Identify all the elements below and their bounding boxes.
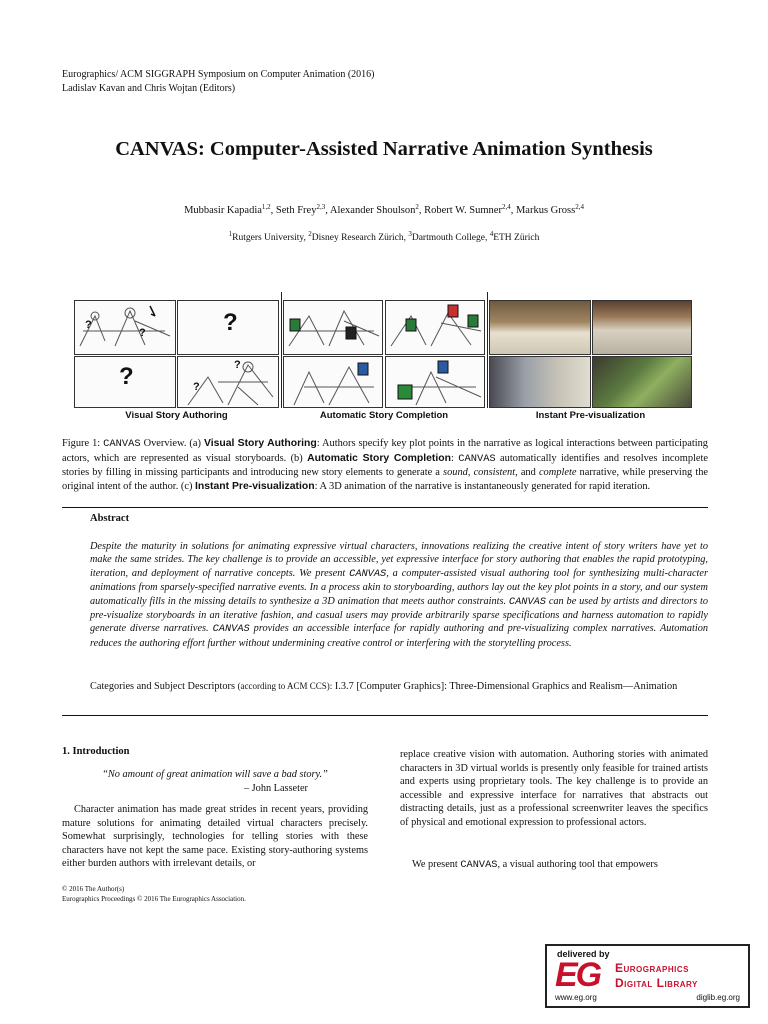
- sketch-figures-icon: [386, 301, 484, 354]
- author: Seth Frey$^{2,3}$: [275, 203, 326, 216]
- render-panel: [489, 356, 591, 408]
- question-mark: ?: [234, 359, 241, 371]
- abstract-text: Despite the maturity in solutions for animating expressive virtual characters, innovations realizing the creative intent of story writers have yet to make the same strides. The key challenge is to provide an accessible, yet expressive interface for story authoring that enables the rapid prototyping, iteration, and deployment of narrative concepts. We present CANVAS, a computer-assisted visual authoring tool for synthesizing multi-character animations from sparsely-specified narrative events. In a process akin to storyboarding, authors lay out the key plot points in a story, and our system automatically fills in the missing details to synthesize a 3D animation that meets author constraints. CANVAS can be used by artists and directors to pre-visualize storyboards in an iterative fashion, and casual users may provide arbitrarily sparse specifications and harness automation to rapidly generate diverse narratives. CANVAS provides an accessible interface for rapidly authoring and pre-visualizing complex narratives. Automation reduces the authoring effort further without undermining creative control or interfering with the storytelling process.: [90, 541, 709, 649]
- author: Alexander Shoulson$^2$: [329, 203, 419, 216]
- question-mark: ?: [139, 327, 146, 339]
- storyboard-panel: [385, 300, 485, 355]
- panel-label: Instant Pre-visualization: [535, 410, 646, 421]
- sketch-figures-icon: [386, 357, 484, 407]
- question-mark: ?: [119, 363, 134, 390]
- panel-label: Visual Story Authoring: [125, 410, 228, 421]
- intro-paragraph: We present CANVAS, a visual authoring tool that empowers: [412, 859, 658, 871]
- quote-author: – John Lasseter: [243, 782, 308, 794]
- storyboard-panel: [74, 356, 176, 408]
- storyboard-panel: [283, 300, 383, 355]
- render-panel: [592, 356, 692, 408]
- figure-divider: [487, 292, 488, 408]
- logo-name-line2: Digital Library: [615, 976, 698, 990]
- question-mark: ?: [223, 309, 238, 336]
- affiliation-list: $^1$Rutgers University, $^2$Disney Research Zürich, $^3$Dartmouth College, $^4$ETH Zürich: [228, 230, 540, 243]
- author: Robert W. Sumner$^{2,4}$: [424, 203, 511, 216]
- rule: [62, 507, 708, 508]
- sketch-figures-icon: [284, 357, 382, 407]
- logo-name-line1: Eurographics: [615, 961, 690, 975]
- editors-line: Ladislav Kavan and Chris Wojtan (Editors): [62, 83, 236, 94]
- author-list: Mubbasir Kapadia$^{1,2}$, Seth Frey$^{2,3}$, Alexander Shoulson$^2$, Robert W. Sumner$^{2,4}$, Markus Gross$^{2,4}$: [184, 203, 584, 216]
- intro-paragraph: replace creative vision with automation. Authoring stories with animated characters in 3D virtual worlds is presently only feasible for trained artists and experts using proprietary tools. The key challenge is to provide an accessible and expressive interface for narratives that abstracts out distracting details, just as a professional screenwriter leaves the specifics of physical and emotional expression to professional actors.: [400, 749, 708, 828]
- rule: [62, 715, 708, 716]
- author: Markus Gross$^{2,4}$: [515, 203, 584, 216]
- venue-line: Eurographics/ ACM SIGGRAPH Symposium on Computer Animation (2016): [62, 69, 375, 80]
- storyboard-panel: [177, 356, 279, 408]
- intro-paragraph: Character animation has made great strides in recent years, providing mature solutions for animating detailed virtual characters precisely. Somewhat surprisingly, technologies for telling stories with these characters have not kept the same pace. Existing story-authoring systems either burden authors with irrelevant details, or: [62, 804, 368, 869]
- panel-label: Automatic Story Completion: [319, 410, 449, 421]
- question-mark: ?: [85, 319, 92, 331]
- storyboard-panel: [177, 300, 279, 355]
- figure-divider: [281, 292, 282, 408]
- render-panel: [489, 300, 591, 355]
- section-heading: 1. Introduction: [62, 746, 130, 757]
- storyboard-panel: [385, 356, 485, 408]
- logo-url-right: diglib.eg.org: [696, 993, 740, 1002]
- storyboard-panel: [283, 356, 383, 408]
- paper-title: CANVAS: Computer-Assisted Narrative Animation Synthesis: [115, 138, 653, 160]
- epigraph: [62, 768, 368, 795]
- abstract-heading: Abstract: [90, 513, 130, 524]
- logo-delivered-text: delivered by: [557, 949, 610, 959]
- question-mark: ?: [193, 381, 200, 393]
- sketch-figures-icon: [284, 301, 382, 354]
- logo-url-left: www.eg.org: [555, 993, 597, 1002]
- eg-mark: EG: [555, 956, 601, 994]
- venue-header: [62, 68, 375, 96]
- author: Mubbasir Kapadia$^{1,2}$: [184, 203, 271, 216]
- storyboard-panel: [74, 300, 176, 355]
- categories-descriptors: Categories and Subject Descriptors (according to ACM CCS): I.3.7 [Computer Graphics]: Three-Dimensional Graphics and Realism—Animation: [90, 681, 678, 692]
- figure-caption: Figure 1: CANVAS Overview. (a) Visual Story Authoring: Authors specify key plot points in the narrative as logical interactions between participating actors, which are represented as visual storyboards. (b) Automatic Story Completion: CANVAS automatically identifies and resolves incomplete stories by filling in missing participants and introducing new story elements to generate a sound, consistent, and complete narrative, while preserving the original intent of the author. (c) Instant Pre-visualization: A 3D animation of the narrative is instantaneously generated for rapid iteration.: [62, 438, 709, 492]
- render-panel: [592, 300, 692, 355]
- quote-text: “No amount of great animation will save a bad story.”: [102, 769, 328, 780]
- copyright-footer: © 2016 The Author(s) Eurographics Proceedings © 2016 The Eurographics Association.: [62, 885, 246, 903]
- eg-digital-library-logo[interactable]: [545, 944, 750, 1008]
